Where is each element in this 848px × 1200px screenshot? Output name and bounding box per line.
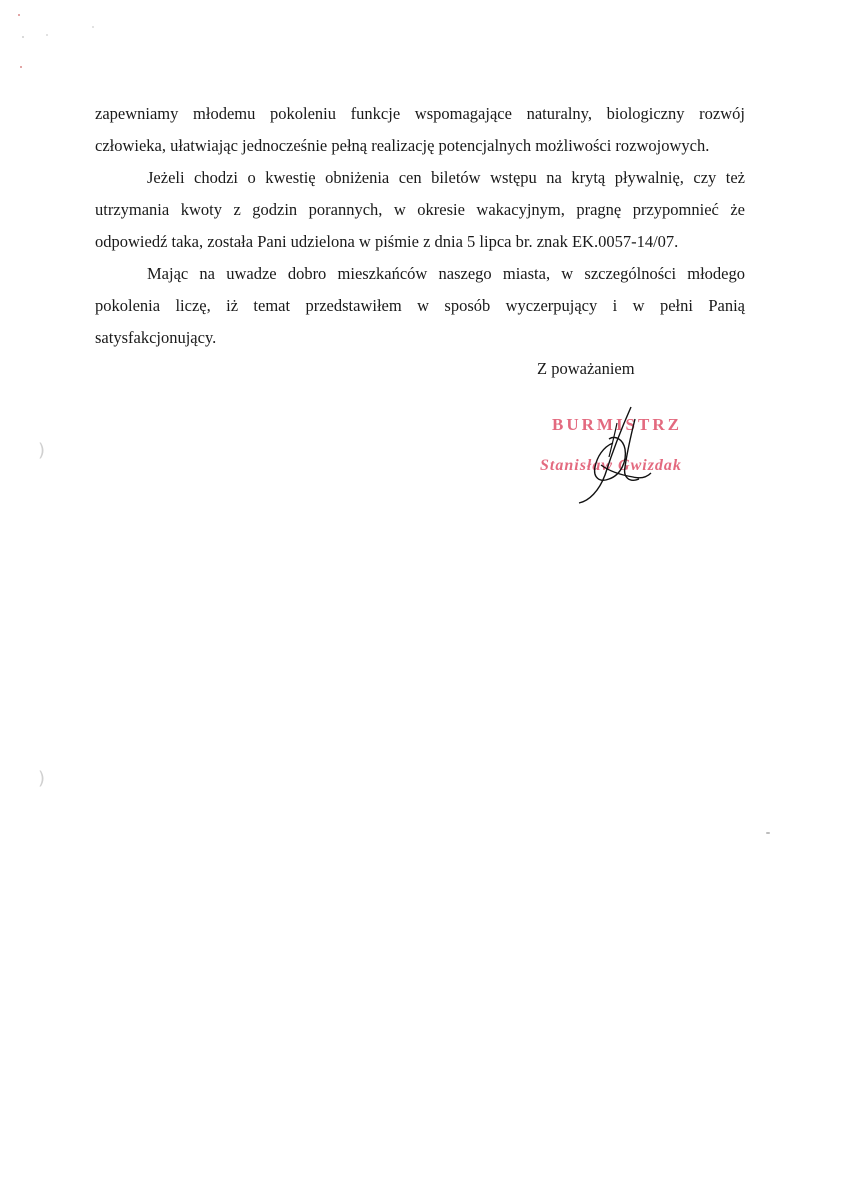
handwritten-signature (565, 405, 655, 505)
scan-speck (766, 832, 770, 834)
stamp-name: Stanisław Gwizdak (540, 457, 682, 474)
paragraph-conclusion: Mając na uwadze dobro mieszkańców naszego miasta, w szczególności młodego pokolenia liczę, iż temat przedstawiłem w sposób wyczerpujący i w pełni Panią satysfakcjonujący. (95, 264, 745, 347)
letter-body (95, 98, 745, 354)
scan-speck (92, 26, 94, 28)
paragraph-continuation: zapewniamy młodemu pokoleniu funkcje wspomagające naturalny, biologiczny rozwój człowieka, ułatwiając jednocześnie pełną realizację potencjalnych możliwości rozwojowych. (95, 104, 745, 155)
stamp-title: BURMISTRZ (552, 415, 682, 434)
margin-mark: ) (38, 768, 46, 789)
scan-speck (18, 14, 20, 16)
closing-salutation: Z poważaniem (537, 359, 635, 378)
scan-speck (22, 36, 24, 38)
paragraph-ticket-prices: Jeżeli chodzi o kwestię obniżenia cen biletów wstępu na krytą pływalnię, czy też utrzymania kwoty z godzin porannych, w okresie wakacyjnym, pragnę przypomnieć że odpowiedź taka, została Pani udzielona w piśmie z dnia 5 lipca br. znak EK.0057-14/07. (95, 168, 745, 251)
scan-speck (20, 66, 22, 68)
scan-speck (46, 34, 48, 36)
margin-mark: ) (38, 440, 46, 461)
